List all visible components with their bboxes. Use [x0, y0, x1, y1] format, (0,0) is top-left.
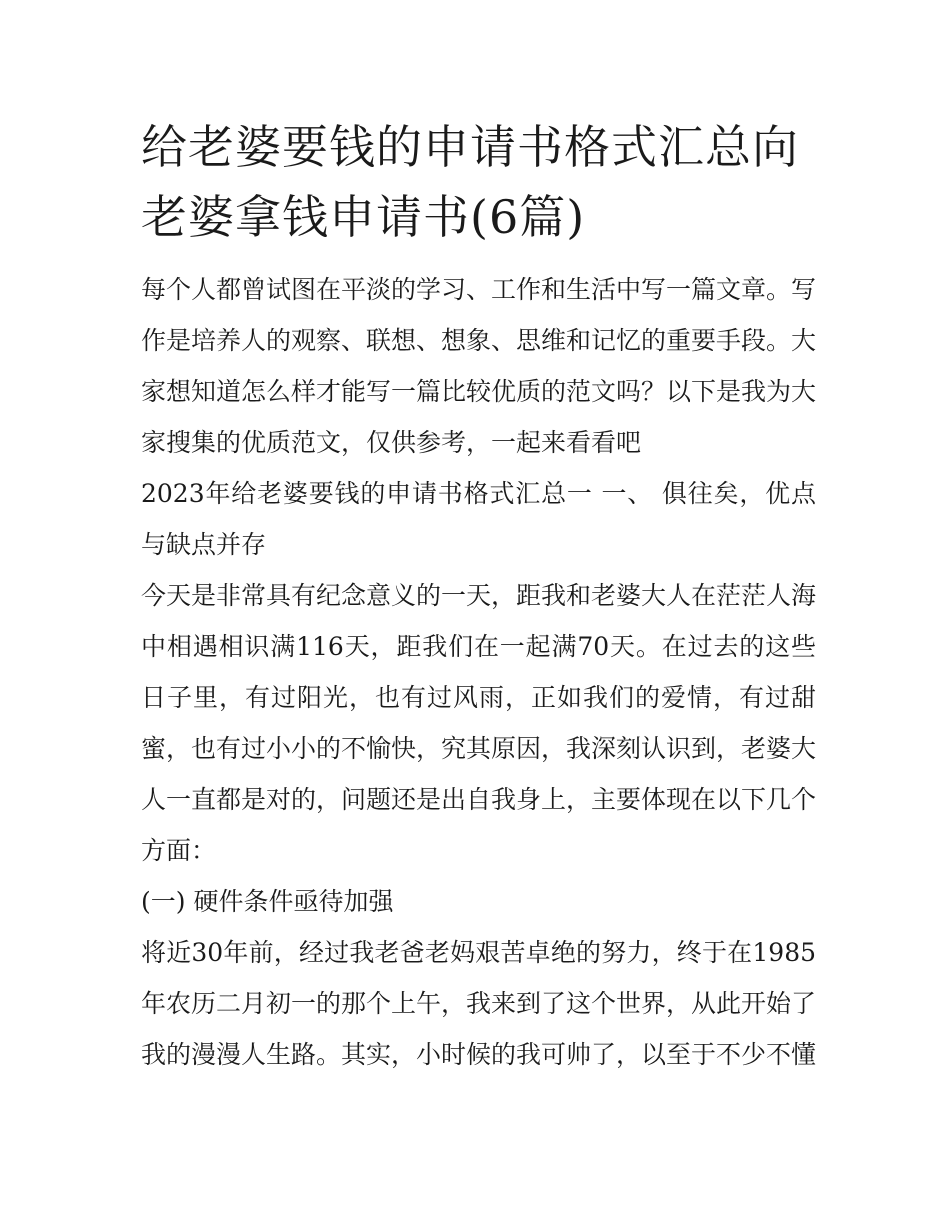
document-title: 给老婆要钱的申请书格式汇总向老婆拿钱申请书(6篇): [141, 120, 799, 244]
document-page: [141, 112, 816, 1080]
paragraph-subheading: (一) 硬件条件亟待加强: [141, 887, 394, 916]
paragraph-section-heading: 2023年给老婆要钱的申请书格式汇总一 一、 俱往矣，优点与缺点并存: [141, 479, 816, 559]
paragraph-body: 今天是非常具有纪念意义的一天，距我和老婆大人在茫茫人海中相遇相识满116天，距我们在一起满70天。在过去的这些日子里，有过阳光，也有过风雨，正如我们的爱情，有过甜蜜，也有过小小的不愉快，究其原因，我深刻认识到，老婆大人一直都是对的，问题还是出自我身上，主要体现在以下几个方面：: [141, 581, 817, 865]
paragraph-intro: 每个人都曾试图在平淡的学习、工作和生活中写一篇文章。写作是培养人的观察、联想、想象、思维和记忆的重要手段。大家想知道怎么样才能写一篇比较优质的范文吗？以下是我为大家搜集的优质范文，仅供参考，一起来看看吧: [141, 275, 817, 457]
paragraph-body-continued: 将近30年前，经过我老爸老妈艰苦卓绝的努力，终于在1985年农历二月初一的那个上午，我来到了这个世界，从此开始了我的漫漫人生路。其实，小时候的我可帅了，以至于不少不懂: [141, 938, 817, 1069]
